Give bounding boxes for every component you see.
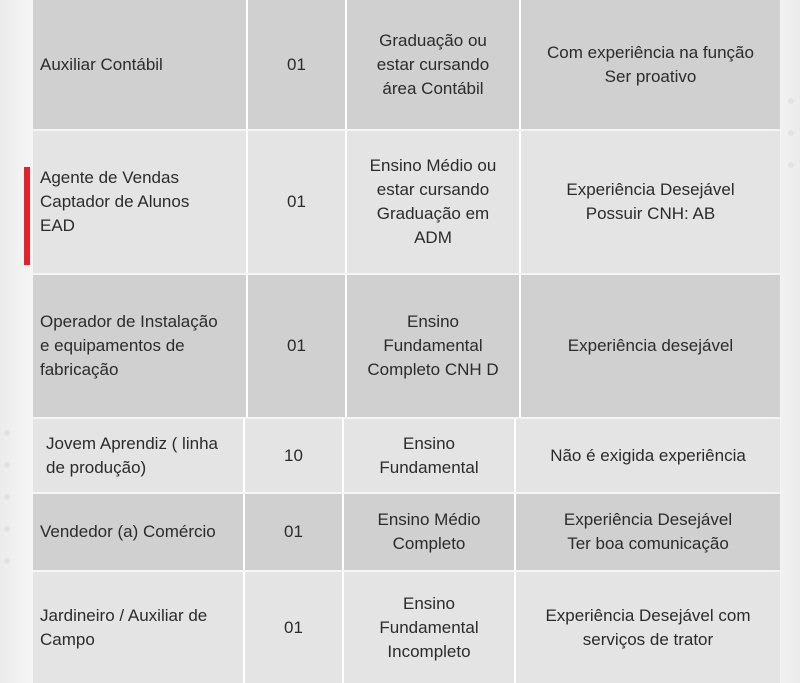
requisitos-text: Experiência desejável [567,336,734,355]
requisitos-text: Não é exigida experiência [550,445,746,465]
vagas-text: 01 [284,522,303,541]
cargo-text: Vendedor (a) Comércio [40,522,216,541]
escolaridade-text: Ensino Fundamental Completo CNH D [367,312,499,379]
escolaridade-cell [347,0,521,129]
table-row [33,0,780,129]
escolaridade-text: Ensino Médio ou estar cursando Graduação em ADM [369,156,497,247]
escolaridade-text: Ensino Fundamental Incompleto [379,593,479,661]
accent-bar [24,167,30,265]
escolaridade-text: Graduação ou estar cursando área Contábil [376,30,490,98]
decorative-dot [4,462,10,468]
cargo-text: Jardineiro / Auxiliar de Campo [40,605,208,649]
decorative-dot [4,558,10,564]
cargo-cell [33,572,245,683]
decorative-dot [788,130,794,136]
cargo-text: Agente de Vendas Captador de Alunos EAD [40,168,190,235]
vagas-text: 10 [284,445,303,465]
requisitos-cell [516,419,780,492]
vagas-cell [245,572,344,683]
requisitos-cell [516,572,780,683]
requisitos-text: Experiência Desejável com serviços de trator [545,605,751,649]
table-row [33,275,780,417]
cargo-text: Jovem Aprendiz ( linha de produção) [46,433,218,477]
requisitos-cell [521,0,780,129]
escolaridade-text: Ensino Fundamental [379,433,479,477]
cargo-text: Operador de Instalação e equipamentos de fabricação [40,312,218,379]
requisitos-cell [521,275,780,417]
requisitos-text: Com experiência na função Ser proativo [547,42,754,86]
decorative-dot [788,162,794,168]
cargo-cell [33,275,248,417]
vagas-cell [248,0,347,129]
escolaridade-text: Ensino Médio Completo [377,510,481,553]
vagas-text: 01 [287,336,306,355]
vagas-cell [245,494,344,570]
cargo-cell [33,131,248,273]
escolaridade-cell [347,275,521,417]
vagas-text: 01 [284,617,303,637]
table-row [33,419,780,492]
requisitos-text: Experiência Desejável Possuir CNH: AB [566,180,735,223]
vagas-cell [248,131,347,273]
decorative-dot [4,430,10,436]
vagas-text: 01 [287,54,306,74]
cargo-text: Auxiliar Contábil [40,54,163,74]
vagas-cell [248,275,347,417]
escolaridade-cell [344,419,516,492]
vagas-text: 01 [287,192,306,211]
decorative-dot [4,494,10,500]
requisitos-cell [521,131,780,273]
table-row [33,131,780,273]
vagas-cell [245,419,344,492]
decorative-dot [788,98,794,104]
requisitos-cell [516,494,780,570]
escolaridade-cell [347,131,521,273]
table-row [33,494,780,570]
cargo-cell [33,494,245,570]
table-row [33,572,780,683]
cargo-cell [33,419,245,492]
escolaridade-cell [344,494,516,570]
decorative-dot [4,526,10,532]
escolaridade-cell [344,572,516,683]
requisitos-text: Experiência Desejável Ter boa comunicação [563,510,733,553]
cargo-cell [33,0,248,129]
